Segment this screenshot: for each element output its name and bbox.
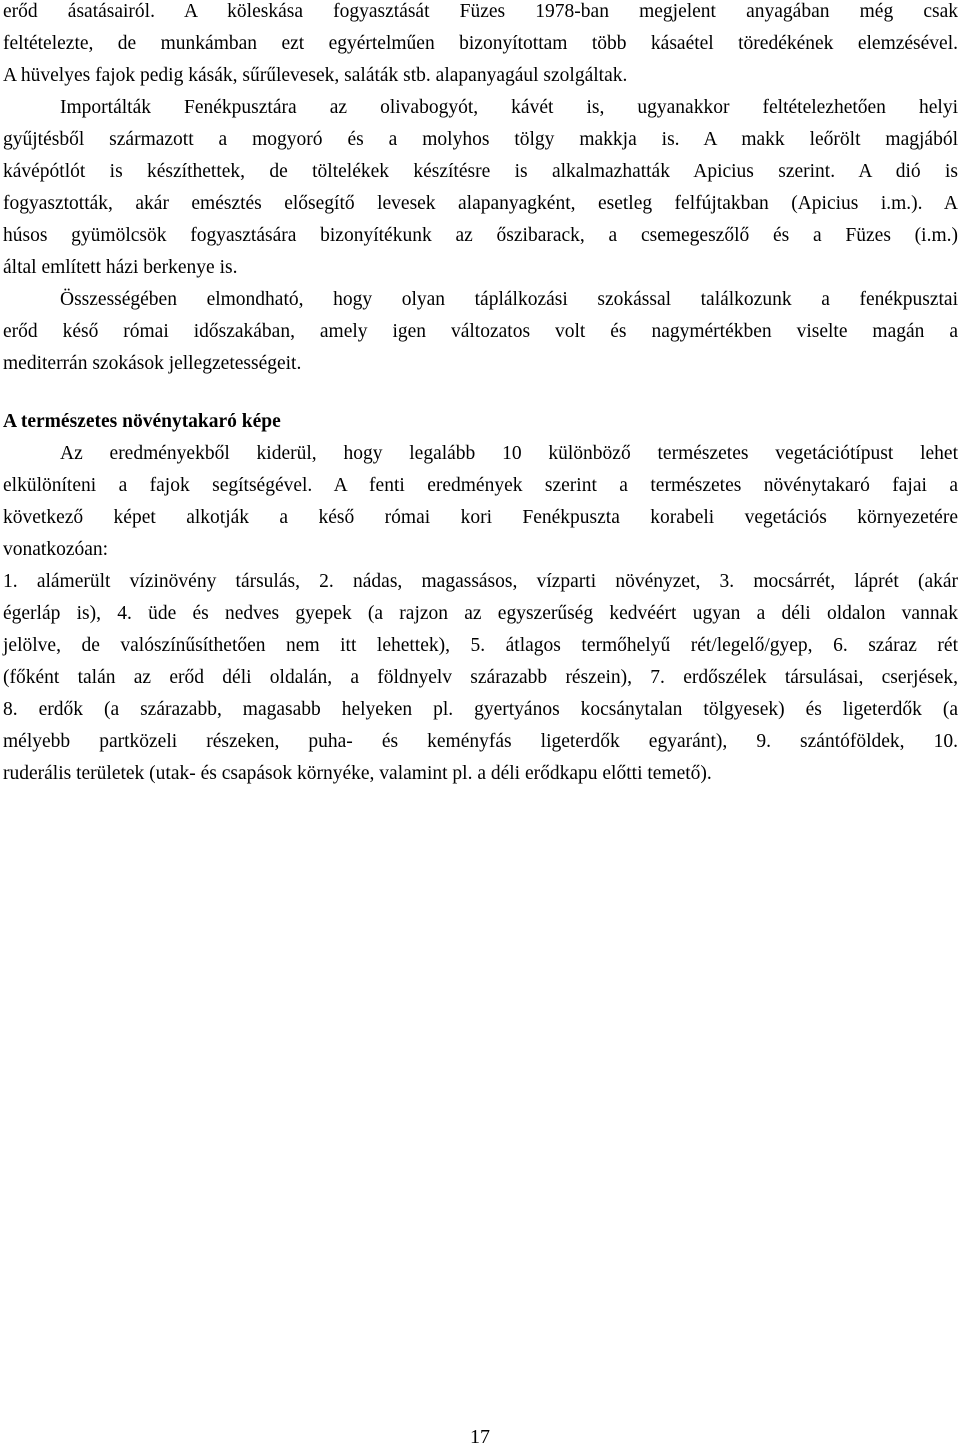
- text-line: ruderális területek (utak- és csapások környéke, valamint pl. a déli erődkapu előtti temető).: [3, 763, 712, 784]
- text-line: mélyebb partközeli részeken, puha- és keményfás ligeterdők egyaránt), 9. szántóföldek, 10.: [3, 731, 958, 752]
- text-line: Importálták Fenékpusztára az olivabogyót, kávét is, ugyanakkor feltételezhetően helyi: [60, 97, 958, 118]
- page-number: 17: [470, 1426, 490, 1448]
- text-line: (főként talán az erőd déli oldalán, a földnyelv szárazabb részein), 7. erdőszélek társulásai, cserjések,: [3, 667, 958, 688]
- text-line: Összességében elmondható, hogy olyan táplálkozási szokással találkozunk a fenékpusztai: [60, 289, 958, 310]
- text-line: A hüvelyes fajok pedig kásák, sűrűlevesek, saláták stb. alapanyagául szolgáltak.: [3, 65, 628, 86]
- text-line: fogyasztották, akár emésztés elősegítő levesek alapanyagként, esetleg felfújtakban (Apicius i.m.). A: [3, 193, 958, 214]
- text-line: által említett házi berkenye is.: [3, 257, 238, 278]
- text-line: 1. alámerült vízinövény társulás, 2. nádas, magassásos, vízparti növényzet, 3. mocsárrét, láprét (akár: [3, 571, 958, 592]
- text-line: vonatkozóan:: [3, 539, 109, 560]
- text-line: elkülöníteni a fajok segítségével. A fenti eredmények szerint a természetes növénytakaró fajai a: [3, 475, 958, 496]
- section-heading: A természetes növénytakaró képe: [3, 411, 281, 432]
- text-line: 8. erdők (a szárazabb, magasabb helyeken pl. gyertyános kocsánytalan tölgyesek) és ligeterdők (a: [3, 699, 958, 720]
- text-line: erőd késő római időszakában, amely igen változatos volt és nagymértékben viselte magán a: [3, 321, 958, 342]
- text-line: égerláp is), 4. üde és nedves gyepek (a rajzon az egyszerűség kedvéért ugyan a déli oldalon vannak: [3, 603, 958, 624]
- text-line: mediterrán szokások jellegzetességeit.: [3, 353, 302, 374]
- text-line: feltételezte, de munkámban ezt egyértelműen bizonyítottam több kásaétel töredékének elemzésével.: [3, 33, 958, 54]
- text-line: jelölve, de valószínűsíthetően nem itt lehettek), 5. átlagos termőhelyű rét/legelő/gyep, 6. száraz rét: [3, 635, 958, 656]
- text-line: Az eredményekből kiderül, hogy legalább 10 különböző természetes vegetációtípust lehet: [60, 443, 958, 464]
- text-line: kávépótlót is készíthettek, de töltelékek készítésre is alkalmazhatták Apicius szerint. A dió is: [3, 161, 958, 182]
- text-line: erőd ásatásairól. A köleskása fogyasztását Füzes 1978-ban megjelent anyagában még csak: [3, 1, 958, 22]
- text-line: húsos gyümölcsök fogyasztására bizonyítékunk az őszibarack, a csemegeszőlő és a Füzes (i.m.): [3, 225, 958, 246]
- text-line: gyűjtésből származott a mogyoró és a molyhos tölgy makkja is. A makk leőrölt magjából: [3, 129, 958, 150]
- text-line: következő képet alkotják a késő római kori Fenékpuszta korabeli vegetációs környezetére: [3, 507, 958, 528]
